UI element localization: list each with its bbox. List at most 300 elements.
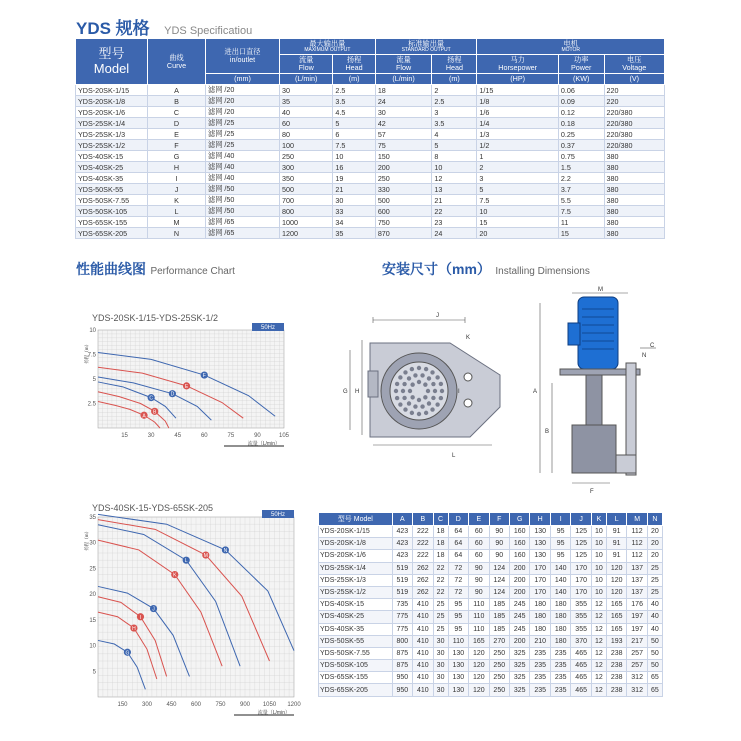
perf-heading bbox=[76, 259, 235, 279]
spec-cell: 380 bbox=[604, 173, 665, 184]
inout-unit: (mm) bbox=[206, 74, 280, 85]
spec-cell: N bbox=[148, 228, 206, 239]
outlet-elbow bbox=[616, 455, 636, 473]
dim-cell: 91 bbox=[606, 526, 626, 538]
spec-cell: 2 bbox=[432, 85, 477, 96]
spec-cell: YDS-25SK-1/2 bbox=[76, 140, 148, 151]
y-tick-label: 7.5 bbox=[87, 352, 96, 359]
dim-cell: YDS-25SK-1/4 bbox=[319, 562, 393, 574]
spec-cell: 16 bbox=[333, 162, 375, 173]
spec-cell: 3.5 bbox=[432, 118, 477, 129]
dim-cell: 238 bbox=[606, 684, 626, 696]
spec-cell: 22 bbox=[432, 206, 477, 217]
chart2 bbox=[68, 505, 308, 720]
pump-casing bbox=[572, 425, 616, 473]
dim-cell: 950 bbox=[392, 672, 412, 684]
spec-row bbox=[76, 85, 665, 96]
spec-cell: 18 bbox=[375, 85, 432, 96]
strainer-screen bbox=[390, 362, 448, 420]
dim-cell: 90 bbox=[489, 526, 509, 538]
strainer-hole bbox=[431, 382, 435, 386]
spec-cell: 380 bbox=[604, 228, 665, 239]
dim-cell: 775 bbox=[392, 623, 412, 635]
dim-cell: 72 bbox=[448, 574, 468, 586]
spec-cell: 7.5 bbox=[333, 140, 375, 151]
spec-cell: 380 bbox=[604, 184, 665, 195]
dim-cell: 40 bbox=[647, 599, 662, 611]
spec-row bbox=[76, 107, 665, 118]
spec-cell: 42 bbox=[375, 118, 432, 129]
spec-cell: K bbox=[148, 195, 206, 206]
x-tick-label: 105 bbox=[278, 433, 290, 439]
dim-cell: 30 bbox=[433, 660, 448, 672]
bolt-hole-icon bbox=[464, 399, 472, 407]
dim-cell: 410 bbox=[413, 623, 433, 635]
dim-cell: 180 bbox=[550, 623, 570, 635]
dim-cell: 180 bbox=[550, 599, 570, 611]
spec-row bbox=[76, 129, 665, 140]
dim-cell: 312 bbox=[627, 684, 647, 696]
spec-cell: YDS-40SK-15 bbox=[76, 151, 148, 162]
spec-cell: 1/2 bbox=[477, 140, 558, 151]
spec-cell: YDS-40SK-35 bbox=[76, 173, 148, 184]
curve-label-j: J bbox=[152, 606, 155, 613]
dim-label-h: H bbox=[355, 389, 360, 395]
dim-cell: 50 bbox=[647, 647, 662, 659]
voltage-unit: (V) bbox=[604, 74, 665, 85]
dim-cell: 124 bbox=[489, 574, 509, 586]
std-head-unit: (m) bbox=[432, 74, 477, 85]
strainer-hole bbox=[427, 401, 431, 405]
dim-cell: 20 bbox=[647, 538, 662, 550]
dim-cell: 423 bbox=[392, 526, 412, 538]
dim-header-cell: J bbox=[571, 513, 591, 526]
dim-cell: 160 bbox=[510, 538, 530, 550]
dim-cell: 137 bbox=[627, 586, 647, 598]
dim-cell: 125 bbox=[571, 526, 591, 538]
spec-cell: YDS-20SK-1/15 bbox=[76, 85, 148, 96]
dim-cell: 185 bbox=[489, 599, 509, 611]
dim-cell: 410 bbox=[413, 647, 433, 659]
spec-cell: 滤网 /40 bbox=[206, 151, 280, 162]
dim-cell: 120 bbox=[606, 562, 626, 574]
strainer-hole bbox=[395, 382, 399, 386]
dim-header-cell: M bbox=[627, 513, 647, 526]
spec-row bbox=[76, 96, 665, 107]
spec-cell: 30 bbox=[333, 195, 375, 206]
dim-cell: YDS-50SK-7.55 bbox=[319, 647, 393, 659]
dim-cell: 90 bbox=[489, 538, 509, 550]
dim-cell: 197 bbox=[627, 611, 647, 623]
x-tick-label: 1050 bbox=[262, 702, 277, 708]
spec-cell: 13 bbox=[432, 184, 477, 195]
spec-cell: 滤网 /25 bbox=[206, 140, 280, 151]
dim-row bbox=[319, 611, 663, 623]
dim-cell: 90 bbox=[469, 586, 489, 598]
dim-cell: 12 bbox=[591, 660, 606, 672]
hz-badge: 50Hz bbox=[270, 512, 286, 518]
strainer-hole bbox=[398, 402, 402, 406]
spec-cell: YDS-20SK-1/6 bbox=[76, 107, 148, 118]
dim-cell: 12 bbox=[591, 684, 606, 696]
dim-cell: 25 bbox=[647, 586, 662, 598]
strainer-hole bbox=[439, 396, 443, 400]
x-tick-label: 1200 bbox=[287, 702, 301, 708]
dim-cell: 222 bbox=[413, 538, 433, 550]
spec-cell: 11 bbox=[558, 217, 604, 228]
strainer-hole bbox=[402, 396, 406, 400]
dim-cell: YDS-20SK-1/8 bbox=[319, 538, 393, 550]
dim-cell: YDS-25SK-1/3 bbox=[319, 574, 393, 586]
dim-cell: 193 bbox=[606, 635, 626, 647]
spec-cell: M bbox=[148, 217, 206, 228]
dim-cell: 25 bbox=[433, 611, 448, 623]
dim-cell: 64 bbox=[448, 550, 468, 562]
spec-row bbox=[76, 118, 665, 129]
strainer-hole bbox=[403, 370, 407, 374]
spec-cell: 0.37 bbox=[558, 140, 604, 151]
motor-header: 电机 MOTOR bbox=[477, 39, 665, 55]
chart1-title: YDS-20SK-1/15-YDS-25SK-1/2 bbox=[92, 313, 219, 323]
dim-row bbox=[319, 574, 663, 586]
spec-cell: 30 bbox=[280, 85, 333, 96]
chart2-title: YDS-40SK-15-YDS-65SK-205 bbox=[92, 503, 214, 513]
spec-cell: 200 bbox=[375, 162, 432, 173]
spec-row bbox=[76, 217, 665, 228]
dim-cell: 465 bbox=[571, 672, 591, 684]
dim-cell: 170 bbox=[530, 574, 550, 586]
y-tick-label: 15 bbox=[89, 617, 96, 624]
strainer-hole bbox=[413, 373, 417, 377]
spec-cell: YDS-50SK-55 bbox=[76, 184, 148, 195]
dim-cell: 170 bbox=[530, 586, 550, 598]
x-tick-label: 450 bbox=[166, 702, 177, 708]
dim-cell: 112 bbox=[627, 526, 647, 538]
perf-title: 性能曲线图 bbox=[76, 261, 146, 277]
dim-label-l: L bbox=[452, 453, 456, 459]
curve-label-g: G bbox=[125, 650, 130, 657]
dim-cell: 110 bbox=[469, 623, 489, 635]
dim-cell: 60 bbox=[469, 538, 489, 550]
dim-cell: 238 bbox=[606, 647, 626, 659]
strainer-hole bbox=[427, 376, 431, 380]
strainer-hole bbox=[407, 376, 411, 380]
dim-cell: 176 bbox=[627, 599, 647, 611]
strainer-hole bbox=[402, 382, 406, 386]
dim-cell: 90 bbox=[489, 550, 509, 562]
spec-cell: YDS-40SK-25 bbox=[76, 162, 148, 173]
spec-row bbox=[76, 140, 665, 151]
spec-title: YDS 规格 bbox=[76, 19, 150, 38]
dim-row bbox=[319, 672, 663, 684]
spec-cell: 1/3 bbox=[477, 129, 558, 140]
dim-row bbox=[319, 586, 663, 598]
y-axis-label: 扬程（m） bbox=[84, 342, 89, 364]
y-tick-label: 20 bbox=[89, 592, 96, 599]
spec-cell: 250 bbox=[280, 151, 333, 162]
dim-header-cell: D bbox=[448, 513, 468, 526]
dim-cell: 110 bbox=[469, 599, 489, 611]
dim-cell: 165 bbox=[606, 623, 626, 635]
dim-cell: 410 bbox=[413, 611, 433, 623]
y-tick-label: 5 bbox=[92, 669, 96, 676]
x-tick-label: 300 bbox=[141, 702, 153, 708]
dim-cell: 355 bbox=[571, 611, 591, 623]
spec-cell: 21 bbox=[333, 184, 375, 195]
spec-cell: 24 bbox=[432, 228, 477, 239]
dim-cell: 160 bbox=[510, 526, 530, 538]
strainer-hole bbox=[417, 412, 421, 416]
spec-cell: 5.5 bbox=[558, 195, 604, 206]
dim-row bbox=[319, 684, 663, 696]
strainer-hole bbox=[433, 389, 437, 393]
dim-cell: YDS-40SK-35 bbox=[319, 623, 393, 635]
dim-cell: 217 bbox=[627, 635, 647, 647]
hp-header: 马力 Horsepower bbox=[477, 55, 558, 74]
spec-cell: L bbox=[148, 206, 206, 217]
spec-cell: 220/380 bbox=[604, 107, 665, 118]
y-tick-label: 35 bbox=[89, 515, 96, 521]
spec-cell: 滤网 /25 bbox=[206, 118, 280, 129]
spec-row bbox=[76, 228, 665, 239]
dim-cell: 60 bbox=[469, 550, 489, 562]
dim-cell: 170 bbox=[530, 562, 550, 574]
head-header: 扬程 Head bbox=[333, 55, 375, 74]
spec-cell: 220/380 bbox=[604, 140, 665, 151]
strainer-hole bbox=[424, 411, 428, 415]
dim-cell: 410 bbox=[413, 684, 433, 696]
dim-cell: 130 bbox=[448, 660, 468, 672]
curve-label-f: F bbox=[202, 373, 206, 380]
dim-cell: 95 bbox=[550, 526, 570, 538]
dim-cell: 197 bbox=[627, 623, 647, 635]
x-tick-label: 15 bbox=[121, 433, 128, 439]
dim-cell: 22 bbox=[433, 586, 448, 598]
dim-row bbox=[319, 647, 663, 659]
spec-cell: 2 bbox=[477, 162, 558, 173]
spec-cell: B bbox=[148, 96, 206, 107]
power-unit: (KW) bbox=[558, 74, 604, 85]
spec-cell: 100 bbox=[280, 140, 333, 151]
spec-cell: 1/8 bbox=[477, 96, 558, 107]
dim-cell: 370 bbox=[571, 635, 591, 647]
dim-cell: 235 bbox=[530, 660, 550, 672]
perf-subtitle: Performance Chart bbox=[150, 266, 235, 277]
strainer-hole bbox=[439, 382, 443, 386]
strainer-hole bbox=[394, 389, 398, 393]
bolt-hole-icon bbox=[464, 373, 472, 381]
spec-cell: 0.09 bbox=[558, 96, 604, 107]
strainer-hole bbox=[410, 395, 414, 399]
spec-cell: 8 bbox=[432, 151, 477, 162]
curve-label-a: A bbox=[142, 413, 146, 420]
dim-cell: 235 bbox=[530, 684, 550, 696]
dim-cell: 325 bbox=[510, 647, 530, 659]
spec-cell: D bbox=[148, 118, 206, 129]
dim-cell: 120 bbox=[606, 586, 626, 598]
top-view-drawing bbox=[340, 305, 510, 470]
dim-cell: 90 bbox=[469, 574, 489, 586]
dim-cell: 30 bbox=[433, 672, 448, 684]
spec-cell: C bbox=[148, 107, 206, 118]
spec-cell: YDS-20SK-1/8 bbox=[76, 96, 148, 107]
curve-header: 曲线 Curve bbox=[148, 39, 206, 85]
spec-cell: I bbox=[148, 173, 206, 184]
dim-header-cell: C bbox=[433, 513, 448, 526]
spec-cell: 15 bbox=[477, 217, 558, 228]
dim-cell: 165 bbox=[469, 635, 489, 647]
dim-cell: 12 bbox=[591, 672, 606, 684]
spec-row bbox=[76, 173, 665, 184]
x-tick-label: 60 bbox=[200, 433, 208, 439]
dim-cell: 262 bbox=[413, 586, 433, 598]
strainer-hole bbox=[413, 404, 417, 408]
spec-cell: 3.7 bbox=[558, 184, 604, 195]
dim-cell: 200 bbox=[510, 574, 530, 586]
dim-cell: YDS-50SK-105 bbox=[319, 660, 393, 672]
head-unit: (m) bbox=[333, 74, 375, 85]
dim-cell: 12 bbox=[591, 611, 606, 623]
spec-cell: 10 bbox=[477, 206, 558, 217]
spec-cell: 380 bbox=[604, 162, 665, 173]
dim-cell: 137 bbox=[627, 574, 647, 586]
dim-cell: 72 bbox=[448, 586, 468, 598]
dim-cell: 238 bbox=[606, 672, 626, 684]
spec-cell: 380 bbox=[604, 195, 665, 206]
spec-cell: YDS-25SK-1/3 bbox=[76, 129, 148, 140]
dim-cell: 91 bbox=[606, 538, 626, 550]
spec-cell: YDS-65SK-155 bbox=[76, 217, 148, 228]
hp-unit: (HP) bbox=[477, 74, 558, 85]
spec-cell: 220 bbox=[604, 85, 665, 96]
y-tick-label: 10 bbox=[89, 643, 96, 650]
dim-row bbox=[319, 550, 663, 562]
spec-cell: 220/380 bbox=[604, 129, 665, 140]
y-tick-label: 25 bbox=[89, 566, 96, 573]
spec-cell: 滤网 /20 bbox=[206, 96, 280, 107]
x-axis-label: 流量（L/min） bbox=[257, 710, 290, 716]
dim-header-cell: H bbox=[530, 513, 550, 526]
shaft-housing bbox=[586, 375, 602, 425]
dim-label-b: B bbox=[545, 429, 550, 435]
spec-cell: 150 bbox=[375, 151, 432, 162]
curve-label-i: I bbox=[139, 614, 142, 621]
dim-cell: 95 bbox=[448, 599, 468, 611]
spec-cell: 2.5 bbox=[432, 96, 477, 107]
spec-cell: 750 bbox=[375, 217, 432, 228]
dim-cell: 235 bbox=[550, 684, 570, 696]
spec-cell: 2.2 bbox=[558, 173, 604, 184]
dim-cell: 91 bbox=[606, 550, 626, 562]
spec-cell: 380 bbox=[604, 151, 665, 162]
inout-header: 进出口直径 in/outlet bbox=[206, 39, 280, 74]
dim-cell: 30 bbox=[433, 647, 448, 659]
dim-cell: 10 bbox=[591, 574, 606, 586]
spec-row bbox=[76, 162, 665, 173]
spec-cell: 3 bbox=[477, 173, 558, 184]
strainer-hole bbox=[417, 380, 421, 384]
spec-row bbox=[76, 206, 665, 217]
dim-header-cell: N bbox=[647, 513, 662, 526]
strainer-hole bbox=[417, 398, 421, 402]
curve-label-n: N bbox=[223, 547, 228, 554]
strainer-hole bbox=[423, 382, 427, 386]
dim-cell: 95 bbox=[550, 538, 570, 550]
dim-header-cell: G bbox=[510, 513, 530, 526]
spec-cell: 23 bbox=[432, 217, 477, 228]
dim-cell: 22 bbox=[433, 562, 448, 574]
dim-cell: 90 bbox=[469, 562, 489, 574]
dim-cell: 40 bbox=[647, 611, 662, 623]
dim-row bbox=[319, 635, 663, 647]
spec-cell: G bbox=[148, 151, 206, 162]
spec-cell: 滤网 /50 bbox=[206, 206, 280, 217]
dim-cell: 465 bbox=[571, 647, 591, 659]
spec-cell: YDS-50SK-105 bbox=[76, 206, 148, 217]
spec-cell: 滤网 /50 bbox=[206, 184, 280, 195]
dim-cell: 25 bbox=[647, 574, 662, 586]
spec-cell: 15 bbox=[558, 228, 604, 239]
strainer-hole bbox=[417, 366, 421, 370]
dim-cell: 125 bbox=[571, 550, 591, 562]
strainer-hole bbox=[403, 407, 407, 411]
dim-cell: 137 bbox=[627, 562, 647, 574]
dim-cell: 222 bbox=[413, 526, 433, 538]
dim-cell: 245 bbox=[510, 611, 530, 623]
dim-cell: 130 bbox=[448, 647, 468, 659]
dim-cell: 10 bbox=[591, 550, 606, 562]
std-flow-header: 流量 Flow bbox=[375, 55, 432, 74]
x-tick-label: 45 bbox=[174, 433, 182, 439]
install-heading bbox=[382, 259, 590, 279]
dim-cell: YDS-25SK-1/2 bbox=[319, 586, 393, 598]
dim-cell: 40 bbox=[647, 623, 662, 635]
strainer-hole bbox=[440, 389, 444, 393]
spec-cell: 380 bbox=[604, 206, 665, 217]
spec-cell: 滤网 /25 bbox=[206, 129, 280, 140]
dim-cell: 800 bbox=[392, 635, 412, 647]
spec-cell: 3 bbox=[432, 107, 477, 118]
spec-cell: 12 bbox=[432, 173, 477, 184]
dim-row bbox=[319, 660, 663, 672]
dim-cell: 124 bbox=[489, 562, 509, 574]
dim-cell: 20 bbox=[647, 526, 662, 538]
dim-cell: 170 bbox=[571, 562, 591, 574]
dim-cell: 222 bbox=[413, 550, 433, 562]
dim-cell: 180 bbox=[530, 599, 550, 611]
dim-cell: 775 bbox=[392, 611, 412, 623]
dim-cell: 165 bbox=[606, 611, 626, 623]
dim-header-cell: F bbox=[489, 513, 509, 526]
dim-cell: 10 bbox=[591, 538, 606, 550]
dim-cell: YDS-40SK-25 bbox=[319, 611, 393, 623]
dim-cell: 200 bbox=[510, 586, 530, 598]
curve-label-d: D bbox=[170, 391, 175, 398]
spec-cell: 75 bbox=[375, 140, 432, 151]
dim-cell: 50 bbox=[647, 660, 662, 672]
strainer-hole bbox=[407, 401, 411, 405]
spec-cell: 300 bbox=[280, 162, 333, 173]
max-output-header: 最大输出量 MAXIMUM OUTPUT bbox=[280, 39, 376, 55]
dim-cell: 12 bbox=[591, 635, 606, 647]
spec-cell: 6 bbox=[333, 129, 375, 140]
x-axis-label: 流量（L/min） bbox=[247, 441, 280, 447]
spec-cell: 30 bbox=[375, 107, 432, 118]
spec-cell: E bbox=[148, 129, 206, 140]
dim-cell: 325 bbox=[510, 672, 530, 684]
dim-cell: 140 bbox=[550, 574, 570, 586]
spec-cell: 20 bbox=[477, 228, 558, 239]
